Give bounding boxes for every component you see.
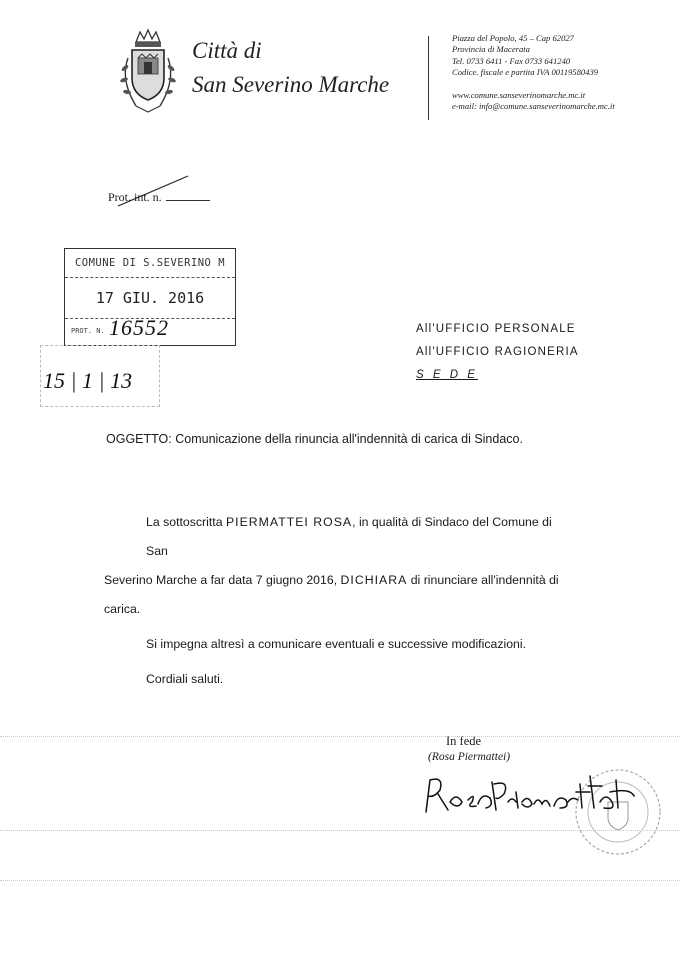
strike-mark: [112, 172, 192, 212]
signatory-printed-name: (Rosa Piermattei): [428, 751, 511, 763]
contact-tel: Tel. 0733 6411 - Fax 0733 641240: [452, 55, 571, 66]
recipients: [416, 318, 579, 387]
recipient-personale: All'UFFICIO PERSONALE: [416, 323, 576, 335]
body-line1: [104, 508, 564, 566]
signatory-name: PIERMATTEI ROSA: [225, 515, 353, 529]
contact-block: [452, 33, 615, 112]
scan-artifact-line: [0, 736, 680, 737]
classification-stamp: [40, 345, 160, 407]
body-line3: carica.: [104, 602, 141, 616]
body-text-c: Severino Marche a far data 7 giugno 2016,: [104, 573, 341, 587]
registration-stamp: [64, 248, 236, 346]
stamp-prot-label: PROT. N.: [71, 327, 105, 335]
subject-text: Comunicazione della rinuncia all'indennità di carica di Sindaco.: [175, 432, 523, 446]
contact-tax: Codice. fiscale e partita IVA 00119580439: [452, 67, 599, 78]
recipient-ragioneria: All'UFFICIO RAGIONERIA: [416, 346, 579, 358]
internal-protocol-label: Prot. int. n.: [108, 190, 162, 204]
scan-artifact-line: [0, 830, 680, 831]
handwritten-signature: [420, 762, 640, 822]
city-title-line1: Città di: [192, 38, 262, 63]
header-divider: [428, 36, 429, 120]
body-closing-salutation: Cordiali saluti.: [146, 672, 224, 686]
body-text-b: , in qualità di Sindaco del Comune di San: [146, 515, 552, 558]
stamp-office: COMUNE DI S.SEVERINO M: [65, 249, 235, 278]
classification-number: 15 | 1 | 13: [43, 368, 133, 393]
contact-web: www.comune.sanseverinomarche.mc.it: [452, 89, 586, 100]
subject-line: [106, 432, 523, 446]
city-title: [192, 34, 389, 102]
scan-artifact-line: [0, 880, 680, 881]
letter-body: [104, 508, 564, 694]
body-text-d: di rinunciare all'indennità di: [407, 573, 559, 587]
body-line2: [104, 573, 559, 587]
contact-province: Provincia di Macerata: [452, 44, 530, 55]
subject-label: OGGETTO:: [106, 432, 172, 446]
city-title-line2: San Severino Marche: [192, 72, 390, 97]
stamp-prot-number: 16552: [109, 315, 169, 340]
body-text-a: La sottoscritta: [146, 515, 226, 529]
dichiara-word: DICHIARA: [340, 573, 408, 587]
contact-email: e-mail: info@comune.sanseverinomarche.mc.it: [452, 101, 615, 112]
contact-address: Piazza del Popolo, 45 – Cap 62027: [452, 33, 574, 43]
body-paragraph-2: Si impegna altresì a comunicare eventuali e successive modificazioni.: [146, 637, 527, 651]
recipient-sede: S E D E: [416, 369, 478, 381]
in-fede: In fede: [446, 734, 482, 748]
municipal-crest-icon: [116, 28, 180, 116]
stamp-date: 17 GIU. 2016: [65, 278, 235, 319]
